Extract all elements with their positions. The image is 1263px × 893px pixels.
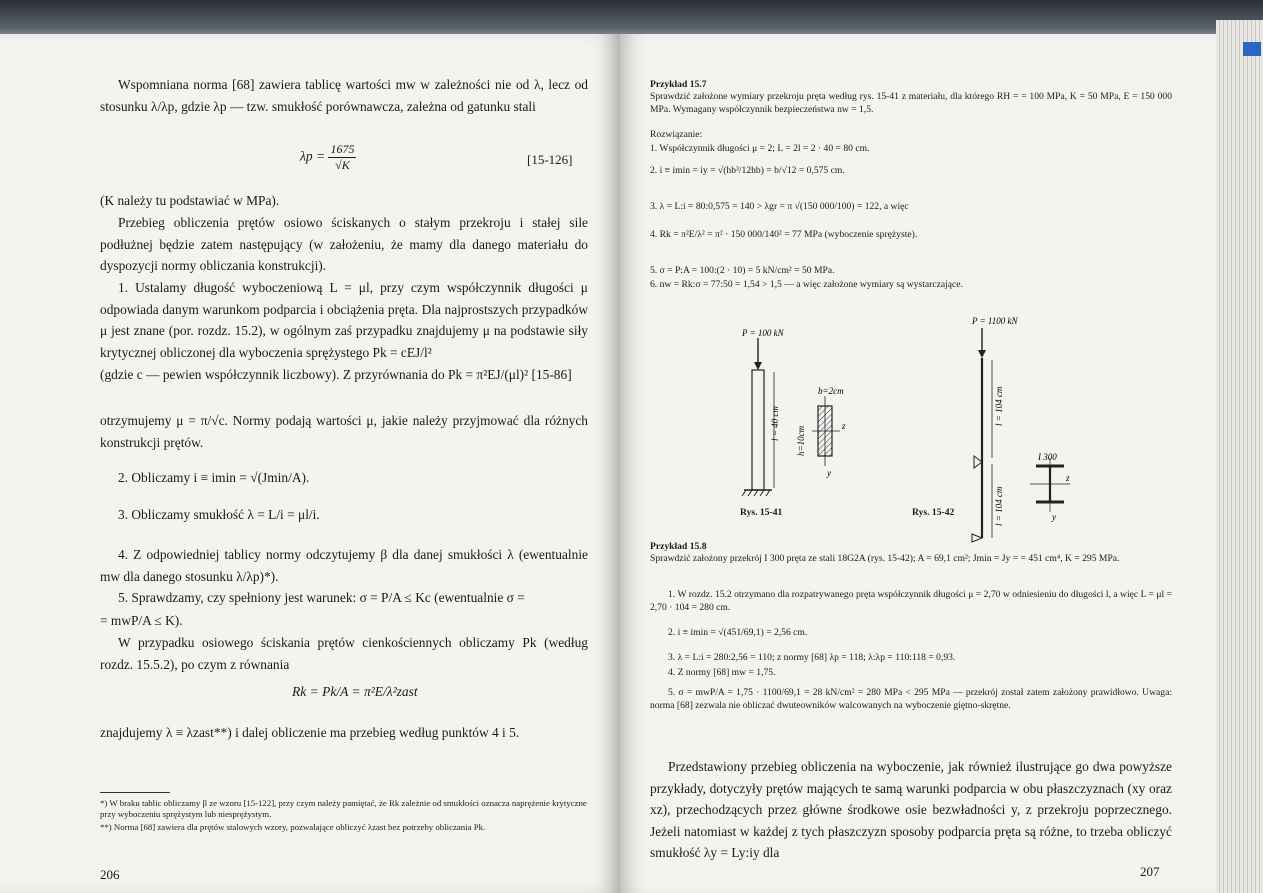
fig2-section-label: I 300 [1038, 452, 1057, 462]
step-4: 4. Z odpowiedniej tablicy normy odczytujemy β dla danej smukłości λ (ewentualnie mw dla danego stosunku λ/λp)*). [100, 547, 588, 584]
caption-15-41: Rys. 15-41 [740, 507, 783, 518]
solution-step-3: 3. λ = L:i = 80:0,575 = 140 > λgr = π √(150 000/100) = 122, a więc [650, 201, 909, 212]
column-1 [752, 370, 764, 490]
fig2-y-label: y [1052, 512, 1056, 522]
arrowhead-2 [978, 350, 986, 358]
example-15-8-text: Sprawdzić założony przekrój I 300 pręta ze stali 18G2A (rys. 15-42); A = 69,1 cm²; Jmin = Jy = = 451 cm⁴, K = 295 MPa. [650, 553, 1120, 564]
figure-15-41 [741, 328, 846, 496]
bottom-support [972, 534, 982, 542]
footnote-2: **) Norma [68] zawiera dla prętów stalowych wzory, pozwalające obliczyć λzast bez potrzeby obliczania Pk. [100, 822, 486, 832]
fig2-length-bottom: l = 104 cm [994, 486, 1004, 526]
solution-step-6: 6. nw = Rk:σ = 77:50 = 1,54 > 1,5 — a więc założone wymiary są wystarczające. [650, 279, 963, 290]
example-15-7-title: Przykład 15.7 [650, 79, 707, 90]
footnote-1: *) W braku tablic obliczamy β ze wzoru [15-122], przy czym należy pamiętać, że Rk zależnie od smukłości oznacza naprężenie krytyczne przy wyboczeniu sprężystym lub niesprężystym. [100, 798, 587, 819]
calc-step-1: 1. W rozdz. 15.2 otrzymano dla rozpatrywanego pręta współczynnik długości μ = 2,70 w odniesieniu do długości l, a więc L = μl = 2,70 · 104 = 280 cm. [650, 589, 1172, 613]
solution-step-1: 1. Współczynnik długości μ = 2; L = 2l = 2 · 40 = 80 cm. [650, 143, 870, 154]
fig1-load-label: P = 100 kN [742, 328, 784, 338]
left-page [0, 34, 620, 893]
solution-step-2: 2. i ≡ imin = iy = √(hb³/12hb) = b/√12 = 0,575 cm. [650, 165, 845, 176]
step-2: 2. Obliczamy i ≡ imin = √(Jmin/A). [118, 470, 310, 485]
solution-step-4: 4. Rk = π²E/λ² = π² · 150 000/140² = 77 MPa (wyboczenie sprężyste). [650, 229, 918, 240]
figures-15-41-15-42 [720, 316, 1140, 526]
fig1-y-label: y [827, 468, 831, 478]
mid-support [974, 456, 982, 468]
left-para-8: znajdujemy λ ≡ λzast**) i dalej obliczenie ma przebieg według punktów 4 i 5. [100, 725, 520, 740]
fig1-z-label: z [842, 421, 846, 431]
calc-step-3: 3. λ = L:i = 280:2,56 = 110; z normy [68] λp = 118; λ:λp = 110:118 = 0,93. [668, 652, 956, 663]
calc-step-2: 2. i ≡ imin = √(451/69,1) = 2,56 cm. [668, 627, 808, 638]
book-page-edges [1216, 20, 1263, 893]
eq-tag: [15-126] [527, 152, 573, 167]
fig1-b-label: b=2cm [818, 386, 844, 396]
page-number-right: 207 [1140, 864, 1160, 879]
fig2-length-top: l = 104 cm [994, 386, 1004, 426]
fig2-load-label: P = 1100 kN [972, 316, 1018, 326]
page-number-left: 206 [100, 867, 120, 882]
left-para-2: (K należy tu podstawiać w MPa). [100, 193, 280, 208]
caption-15-42: Rys. 15-42 [912, 507, 955, 518]
right-page [620, 34, 1216, 893]
calc-step-5: 5. σ = mwP/A = 1,75 · 1100/69,1 = 28 kN/cm² = 280 MPa < 295 MPa — przekrój został zatem założony prawidłowo. Uwaga: norma [68] zezwala nie obliczać dwuteowników walcowanych na wyboczenie giętno-skrętne. [650, 687, 1172, 711]
arrowhead-1 [754, 362, 762, 370]
fig1-length-label: l = 40 cm [770, 406, 780, 441]
solution-title: Rozwiązanie: [650, 129, 703, 140]
fig2-z-label: z [1066, 473, 1070, 483]
step-3: 3. Obliczamy smukłość λ = L/i = μl/i. [118, 507, 320, 522]
equation-rk: Rk = Pk/A = π²E/λ²zast [292, 684, 418, 699]
calc-step-4: 4. Z normy [68] mw = 1,75. [668, 667, 776, 678]
step-5: 5. Sprawdzamy, czy spełniony jest warunek: σ = P/A ≤ Kc (ewentualnie σ = [118, 590, 525, 605]
footnote-rule [100, 792, 170, 793]
left-para-3: Przebieg obliczenia prętów osiowo ściskanych o stałym przekroju i stałej sile podłużnej będzie zatem następujący (w założeniu, że mamy dla danego materiału do dyspozycji normy obliczania konstrukcji). [100, 215, 588, 273]
fig1-h-label: h=10cm [796, 425, 806, 456]
eq-lhs: λp = [300, 148, 326, 164]
left-para-6: otrzymujemy μ = π/√c. Normy podają wartości μ, jakie należy przyjmować dla różnych konstrukcji prętów. [100, 413, 588, 450]
example-15-8-title: Przykład 15.8 [650, 541, 707, 552]
eq-fraction [328, 142, 356, 173]
solution-step-5: 5. σ = P:A = 100:(2 · 10) = 5 kN/cm² = 50 MPa. [650, 265, 835, 276]
left-para-7: W przypadku osiowego ściskania prętów cienkościennych obliczamy Pk (według rozdz. 15.5.2), po czym z równania [100, 635, 588, 672]
final-paragraph: Przedstawiony przebieg obliczenia na wyboczenie, jak również ilustrujące go dwa powyższe przykłady, dotyczyły prętów mających te samą warunki podparcia w obu płaszczyznach (xy oraz xz), przechodzących przez główne środkowe osie bezwładności y, z przekroju poprzecznego. Jeżeli natomiast w każdej z tych płaszczyzn sposoby podparcia pręta są różne, to trzeba obliczyć smukłość λy = Ly:iy dla [650, 759, 1172, 860]
left-para-5: (gdzie c — pewien współczynnik liczbowy). Z przyrównania do Pk = π²EJ/(μl)² [15-86] [100, 367, 572, 382]
example-15-7-text: Sprawdzić założone wymiary przekroju pręta według rys. 15-41 z materiału, dla którego RH = = 100 MPa, K = 50 MPa, E = 150 000 MPa. Wymagany współczynnik bezpieczeństwa nw = 1,5. [650, 91, 1172, 115]
step-5b: = mwP/A ≤ K). [100, 613, 183, 628]
scanner-marker [1243, 42, 1261, 56]
left-para-4: 1. Ustalamy długość wyboczeniową L = μl, przy czym współczynnik długości μ odpowiada danym warunkom podparcia i obciążenia pręta. Dla najprostszych przypadków μ jest znane (por. rozdz. 15.2), w ogólnym zaś przypadku znajdujemy μ na podstawie siły krytycznej obliczonej dla wyboczenia sprężystego Pk = cEJ/l² [100, 280, 588, 360]
eq-numerator: 1675 [330, 142, 355, 156]
figure-15-42 [971, 316, 1070, 542]
hatch-support [742, 490, 770, 496]
eq-denominator: √K [335, 158, 350, 172]
left-para-1: Wspomniana norma [68] zawiera tablicę wartości mw w zależności nie od λ, lecz od stosunku λ/λp, gdzie λp — tzw. smukłość porównawcza, zależna od gatunku stali [100, 77, 588, 114]
equation-15-126 [300, 142, 356, 173]
